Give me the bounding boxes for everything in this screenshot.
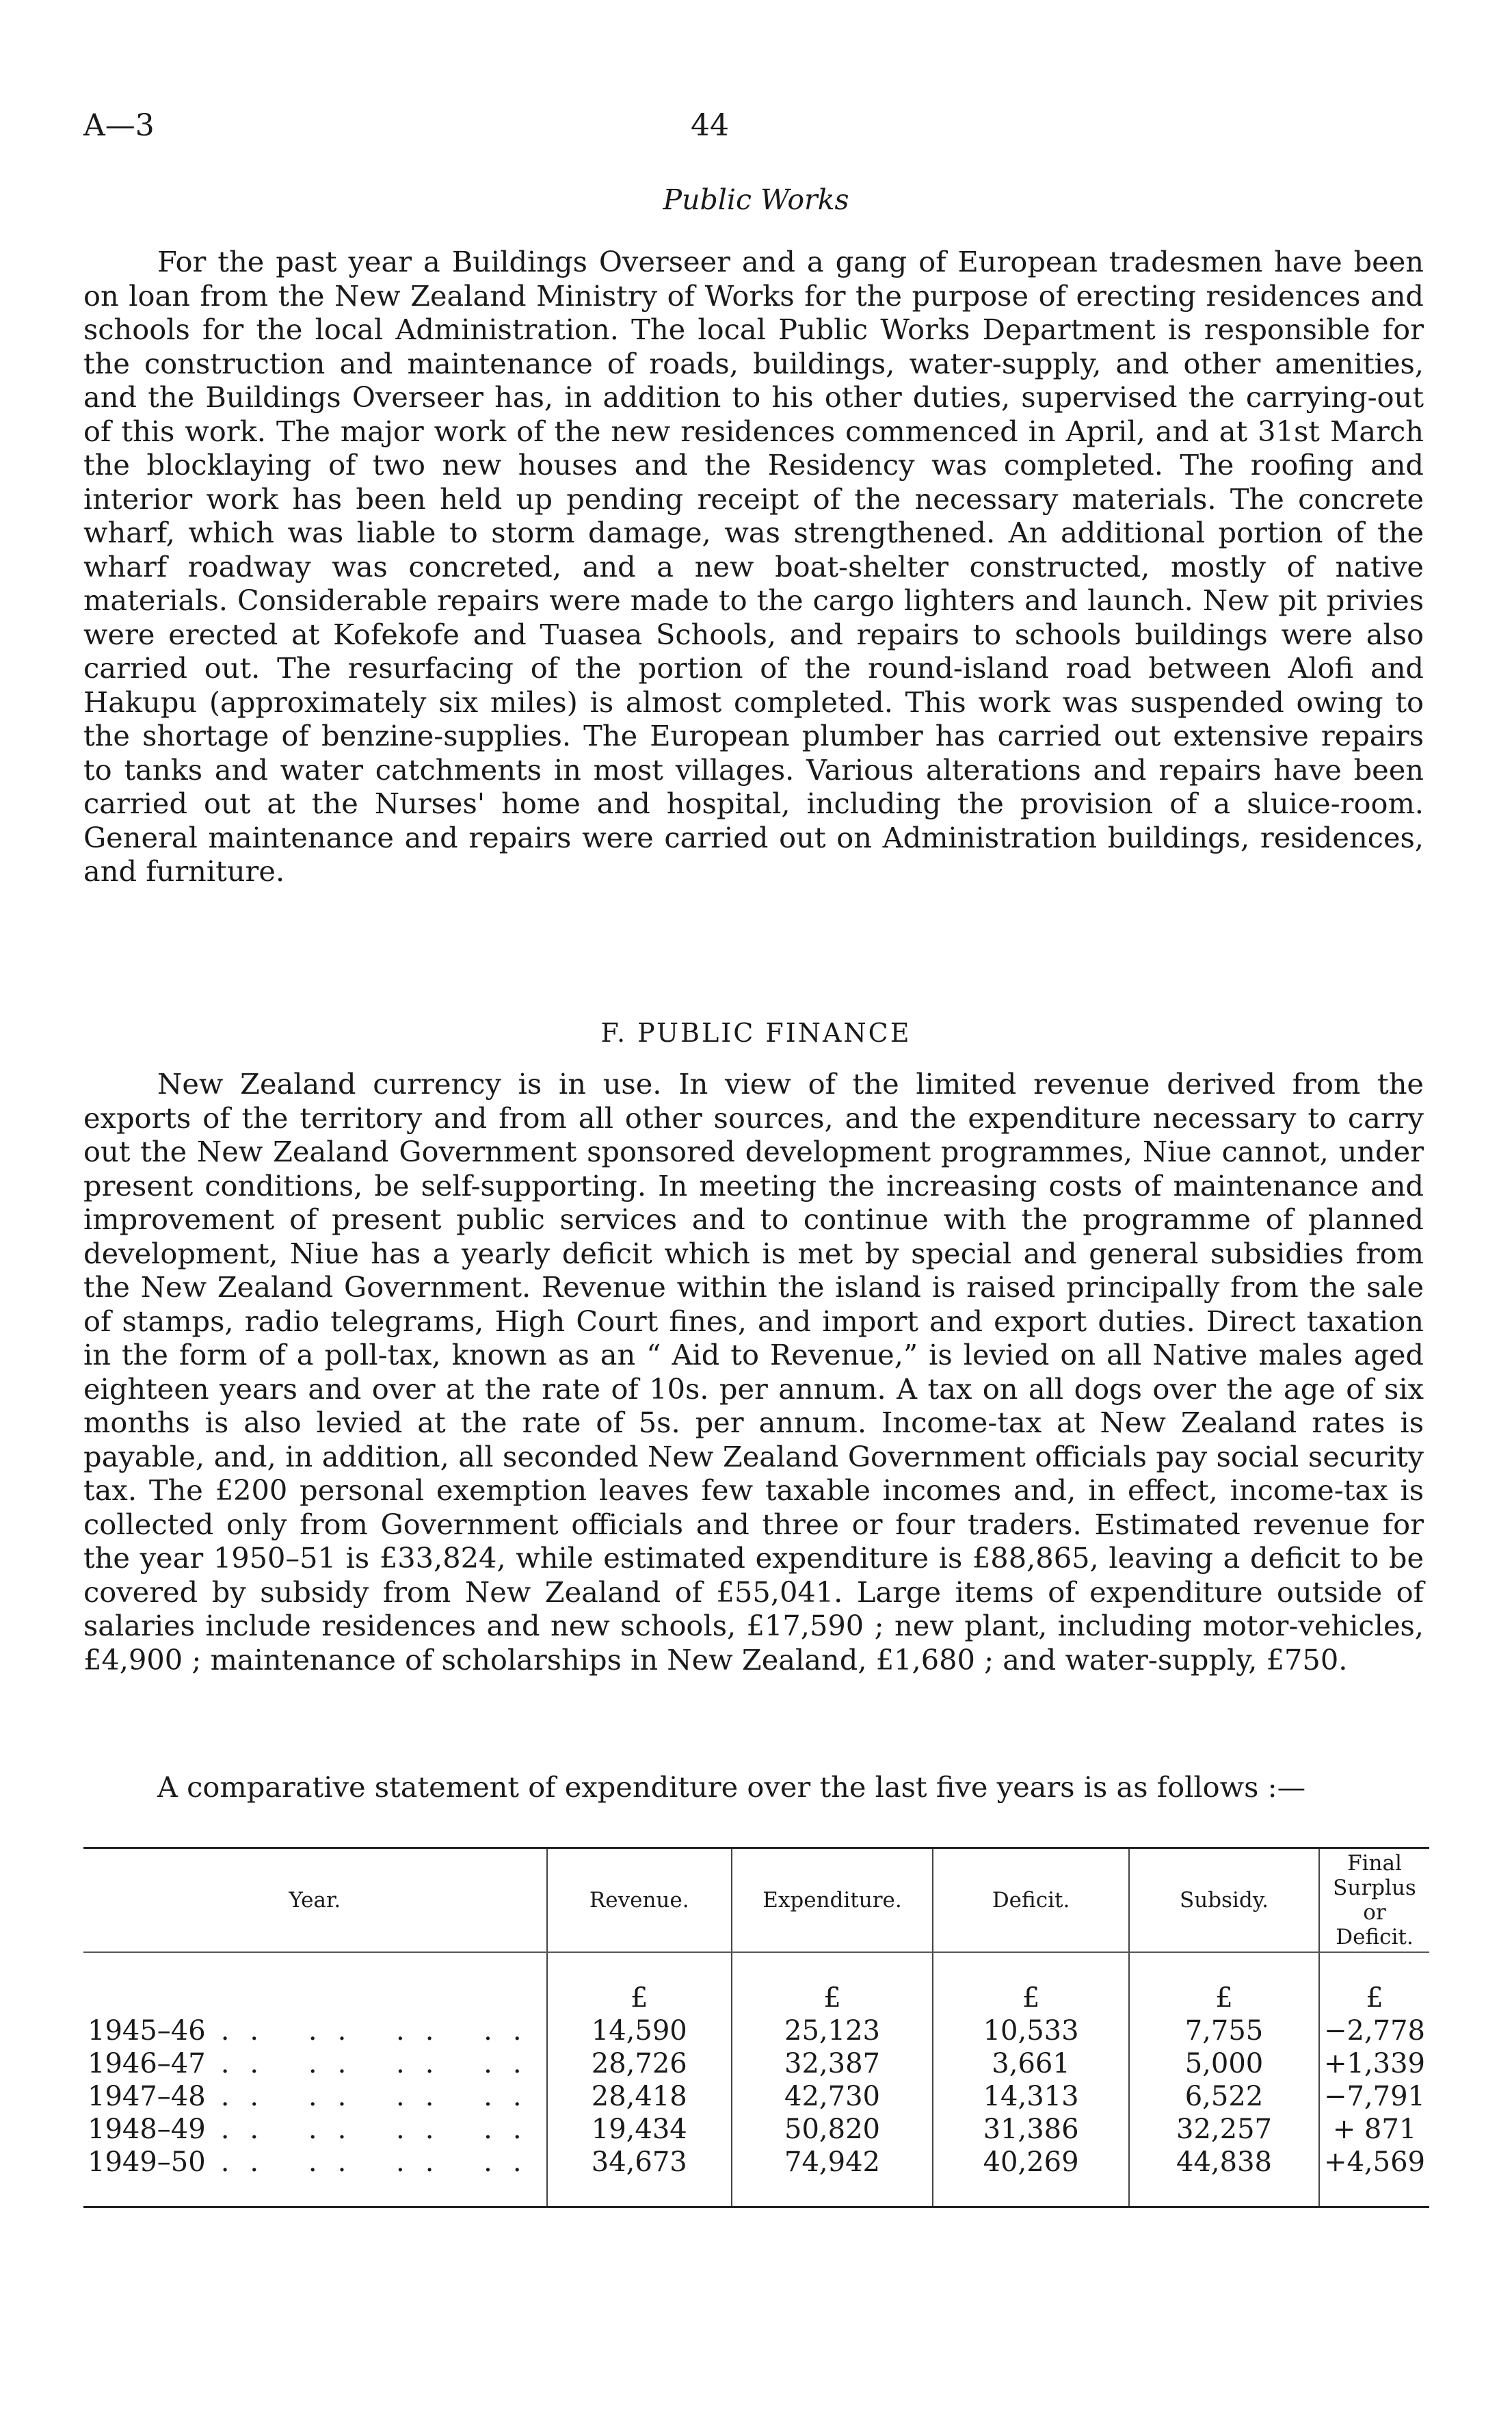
expenditure-cell: 25,123 bbox=[732, 2014, 933, 2047]
table-row bbox=[83, 2146, 1429, 2207]
leader-dots: .. .. .. .. bbox=[220, 2048, 542, 2079]
leader-dots: .. .. .. .. bbox=[220, 2015, 542, 2047]
col-header-subsidy: Subsidy. bbox=[1129, 1848, 1319, 1953]
col-header-deficit: Deficit. bbox=[933, 1848, 1129, 1953]
expenditure-cell: 74,942 bbox=[732, 2146, 933, 2207]
public-finance-heading: F. PUBLIC FINANCE bbox=[600, 1018, 912, 1048]
col-header-final: Final Surplus or Deficit. bbox=[1319, 1848, 1429, 1953]
leader-dots: .. .. .. .. bbox=[220, 2114, 542, 2145]
unit-cell: £ bbox=[1319, 1952, 1429, 2014]
deficit-cell: 14,313 bbox=[933, 2080, 1129, 2113]
table-row bbox=[83, 2047, 1429, 2080]
col-header-expenditure: Expenditure. bbox=[732, 1848, 933, 1953]
table-row bbox=[83, 2080, 1429, 2113]
final-cell: −2,778 bbox=[1319, 2014, 1429, 2047]
deficit-cell: 31,386 bbox=[933, 2113, 1129, 2146]
unit-cell: £ bbox=[732, 1952, 933, 2014]
subsidy-cell: 32,257 bbox=[1129, 2113, 1319, 2146]
year-label: 1946–47 bbox=[88, 2048, 206, 2079]
subsidy-cell: 44,838 bbox=[1129, 2146, 1319, 2207]
expenditure-cell: 32,387 bbox=[732, 2047, 933, 2080]
final-cell: + 871 bbox=[1319, 2113, 1429, 2146]
unit-cell: £ bbox=[933, 1952, 1129, 2014]
revenue-cell: 14,590 bbox=[547, 2014, 732, 2047]
col-header-year: Year. bbox=[83, 1848, 547, 1953]
expenditure-cell: 50,820 bbox=[732, 2113, 933, 2146]
document-code: A—3 bbox=[83, 108, 155, 143]
public-works-heading: Public Works bbox=[663, 183, 849, 216]
year-cell bbox=[83, 2146, 547, 2207]
unit-cell: £ bbox=[547, 1952, 732, 2014]
col-header-revenue: Revenue. bbox=[547, 1848, 732, 1953]
year-label: 1947–48 bbox=[88, 2081, 206, 2112]
year-label: 1949–50 bbox=[88, 2146, 206, 2178]
expenditure-table bbox=[83, 1847, 1429, 2208]
public-works-paragraph: For the past year a Buildings Overseer and a gang of European tradesmen have been on loan from the New Zealand Ministry of Works for the purpose of erecting residences and schools for the local Administration. The local Public Works Department is responsible for the construction and maintenance of roads, buildings, water-supply, and other amenities, and the Buildings Overseer has, in addition to his other duties, supervised the carrying-out of this work. The major work of the new residences commenced in April, and at 31st March the blocklaying of two new houses and the Residency was completed. The roofing and interior work has been held up pending receipt of the necessary materials. The concrete wharf, which was liable to storm damage, was strengthened. An additional portion of the wharf roadway was concreted, and a new boat-shelter constructed, mostly of native materials. Considerable repairs were made to the cargo lighters and launch. New pit privies were erected at Kofekofe and Tuasea Schools, and repairs to schools buildings were also carried out. The resurfacing of the portion of the round-island road between Alofi and Hakupu (approximately six miles) is almost completed. This work was suspended owing to the shortage of benzine-supplies. The European plumber has carried out extensive repairs to tanks and water catchments in most villages. Various alterations and repairs have been carried out at the Nurses' home and hospital, including the provision of a sluice-room. General maintenance and repairs were carried out on Administration buildings, residences, and furniture. bbox=[83, 245, 1424, 888]
table-row bbox=[83, 2113, 1429, 2146]
revenue-cell: 19,434 bbox=[547, 2113, 732, 2146]
final-cell: −7,791 bbox=[1319, 2080, 1429, 2113]
year-cell bbox=[83, 2080, 547, 2113]
subsidy-cell: 5,000 bbox=[1129, 2047, 1319, 2080]
revenue-cell: 28,726 bbox=[547, 2047, 732, 2080]
expenditure-cell: 42,730 bbox=[732, 2080, 933, 2113]
revenue-cell: 34,673 bbox=[547, 2146, 732, 2207]
leader-dots: .. .. .. .. bbox=[220, 2081, 542, 2112]
final-cell: +1,339 bbox=[1319, 2047, 1429, 2080]
leader-dots: .. .. .. .. bbox=[220, 2146, 542, 2178]
table-row bbox=[83, 2014, 1429, 2047]
year-cell bbox=[83, 2113, 547, 2146]
subsidy-cell: 6,522 bbox=[1129, 2080, 1319, 2113]
public-finance-paragraph: New Zealand currency is in use. In view of the limited revenue derived from the exports of the territory and from all other sources, and the expenditure necessary to carry out the New Zealand Government sponsored development programmes, Niue cannot, under present conditions, be self-supporting. In meeting the increasing costs of maintenance and improvement of present public services and to continue with the programme of planned development, Niue has a yearly deficit which is met by special and general subsidies from the New Zealand Government. Revenue within the island is raised principally from the sale of stamps, radio telegrams, High Court fines, and import and export duties. Direct taxation in the form of a poll-tax, known as an “ Aid to Revenue,” is levied on all Native males aged eighteen years and over at the rate of 10s. per annum. A tax on all dogs over the age of six months is also levied at the rate of 5s. per annum. Income-tax at New Zealand rates is payable, and, in addition, all seconded New Zealand Government officials pay social security tax. The £200 personal exemption leaves few taxable incomes and, in effect, income-tax is collected only from Government officials and three or four traders. Estimated revenue for the year 1950–51 is £33,824, while estimated expenditure is £88,865, leaving a deficit to be covered by subsidy from New Zealand of £55,041. Large items of expenditure outside of salaries include residences and new schools, £17,590 ; new plant, including motor-vehicles, £4,900 ; maintenance of scholarships in New Zealand, £1,680 ; and water-supply, £750. bbox=[83, 1067, 1424, 1677]
final-cell: +4,569 bbox=[1319, 2146, 1429, 2207]
deficit-cell: 3,661 bbox=[933, 2047, 1129, 2080]
table-header-row bbox=[83, 1848, 1429, 1953]
deficit-cell: 10,533 bbox=[933, 2014, 1129, 2047]
unit-cell-year bbox=[83, 1952, 547, 2014]
page-number: 44 bbox=[691, 108, 729, 143]
deficit-cell: 40,269 bbox=[933, 2146, 1129, 2207]
year-cell bbox=[83, 2014, 547, 2047]
year-label: 1948–49 bbox=[88, 2114, 206, 2145]
year-cell bbox=[83, 2047, 547, 2080]
year-label: 1945–46 bbox=[88, 2015, 206, 2047]
unit-cell: £ bbox=[1129, 1952, 1319, 2014]
revenue-cell: 28,418 bbox=[547, 2080, 732, 2113]
subsidy-cell: 7,755 bbox=[1129, 2014, 1319, 2047]
table-intro: A comparative statement of expenditure over the last five years is as follows :— bbox=[157, 1770, 1306, 1804]
unit-row bbox=[83, 1952, 1429, 2014]
